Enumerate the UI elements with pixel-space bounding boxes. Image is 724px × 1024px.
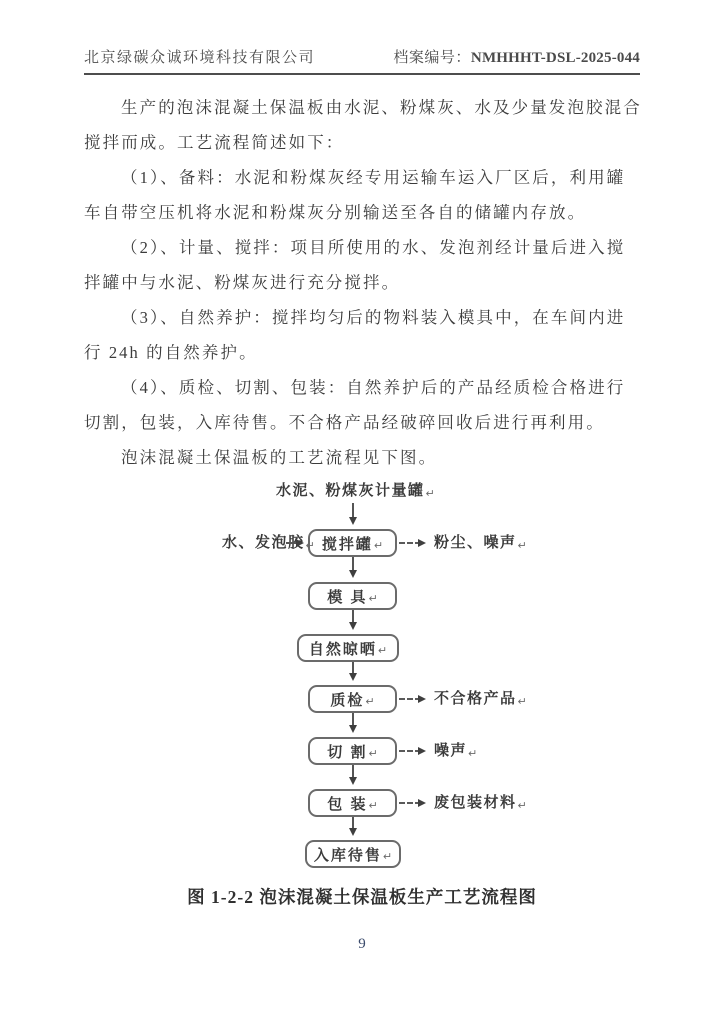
return-mark-icon: ↵ — [517, 800, 527, 812]
flow-output-waste-packaging: 废包装材料↵ — [434, 794, 527, 812]
down-arrow-icon — [352, 662, 354, 677]
dashed-arrow-icon — [399, 802, 421, 804]
figure-caption: 图 1-2-2 泡沫混凝土保温板生产工艺流程图 — [187, 887, 537, 907]
flow-node-warehouse: 入库待售 ↵ — [305, 840, 401, 868]
paragraph-line: 搅拌而成。工艺流程简述如下： — [84, 133, 345, 152]
return-mark-icon: ↵ — [373, 539, 384, 552]
process-flowchart — [84, 475, 642, 875]
return-mark-icon: ↵ — [517, 540, 527, 552]
flow-node-cutting: 切 割 ↵ — [308, 737, 397, 765]
archive-label: 档案编号： — [393, 50, 471, 66]
flow-node-packaging: 包 装 ↵ — [308, 789, 397, 817]
paragraph-line: 行 24h 的自然养护。 — [84, 343, 258, 362]
flow-node-mixing-tank: 搅拌罐 ↵ — [308, 529, 397, 557]
paragraph-line: 车自带空压机将水泥和粉煤灰分别输送至各自的储罐内存放。 — [84, 203, 587, 222]
down-arrow-icon — [352, 503, 354, 521]
flow-node-mold: 模 具 ↵ — [308, 582, 397, 610]
flow-input-water-foam: 水、发泡胶↵ — [222, 534, 315, 552]
return-mark-icon: ↵ — [368, 799, 378, 812]
dashed-arrow-icon — [399, 542, 421, 544]
company-name: 北京绿碳众诚环境科技有限公司 — [84, 50, 316, 66]
flow-output-rejects: 不合格产品↵ — [434, 690, 527, 708]
dashed-arrow-icon — [399, 698, 421, 700]
flow-node-natural-drying: 自然晾晒 ↵ — [297, 634, 399, 662]
down-arrow-icon — [352, 610, 354, 626]
return-mark-icon: ↵ — [368, 592, 378, 605]
return-mark-icon: ↵ — [377, 644, 388, 657]
down-arrow-icon — [352, 817, 354, 832]
archive-value: NMHHHT-DSL-2025-044 — [470, 50, 640, 66]
down-arrow-icon — [352, 713, 354, 729]
return-mark-icon: ↵ — [305, 540, 315, 552]
paragraph-line: 拌罐中与水泥、粉煤灰进行充分搅拌。 — [84, 273, 401, 292]
paragraph-line: （2）、计量、搅拌：项目所使用的水、发泡剂经计量后进入搅 — [121, 238, 626, 257]
dashed-arrow-icon — [399, 750, 421, 752]
down-arrow-icon — [352, 765, 354, 781]
right-arrow-icon — [286, 542, 300, 544]
paragraph-line: （1）、备料：水泥和粉煤灰经专用运输车运入厂区后，利用罐 — [121, 168, 626, 187]
archive-number — [393, 46, 640, 67]
down-arrow-icon — [352, 557, 354, 574]
return-mark-icon: ↵ — [368, 747, 378, 760]
paragraph-line: 切割，包装，入库待售。不合格产品经破碎回收后进行再利用。 — [84, 413, 605, 432]
page-header — [84, 46, 640, 75]
paragraph-line: （3）、自然养护：搅拌均匀后的物料装入模具中，在车间内进 — [121, 308, 626, 327]
paragraph-line: 泡沫混凝土保温板的工艺流程见下图。 — [121, 448, 438, 467]
return-mark-icon: ↵ — [425, 488, 435, 500]
return-mark-icon: ↵ — [365, 695, 375, 708]
flow-output-noise: 噪声↵ — [434, 742, 478, 760]
paragraph-line: 生产的泡沫混凝土保温板由水泥、粉煤灰、水及少量发泡胶混合 — [121, 98, 642, 117]
flow-node-quality-check: 质检 ↵ — [308, 685, 397, 713]
flow-output-dust-noise: 粉尘、噪声↵ — [434, 534, 527, 552]
return-mark-icon: ↵ — [517, 696, 527, 708]
return-mark-icon: ↵ — [382, 850, 393, 863]
page-number: 9 — [358, 936, 366, 952]
body-text — [84, 90, 642, 475]
paragraph-line: （4）、质检、切割、包装：自然养护后的产品经质检合格进行 — [121, 378, 626, 397]
flow-node-metering-tank-label: 水泥、粉煤灰计量罐↵ — [276, 482, 435, 500]
return-mark-icon: ↵ — [468, 748, 478, 760]
